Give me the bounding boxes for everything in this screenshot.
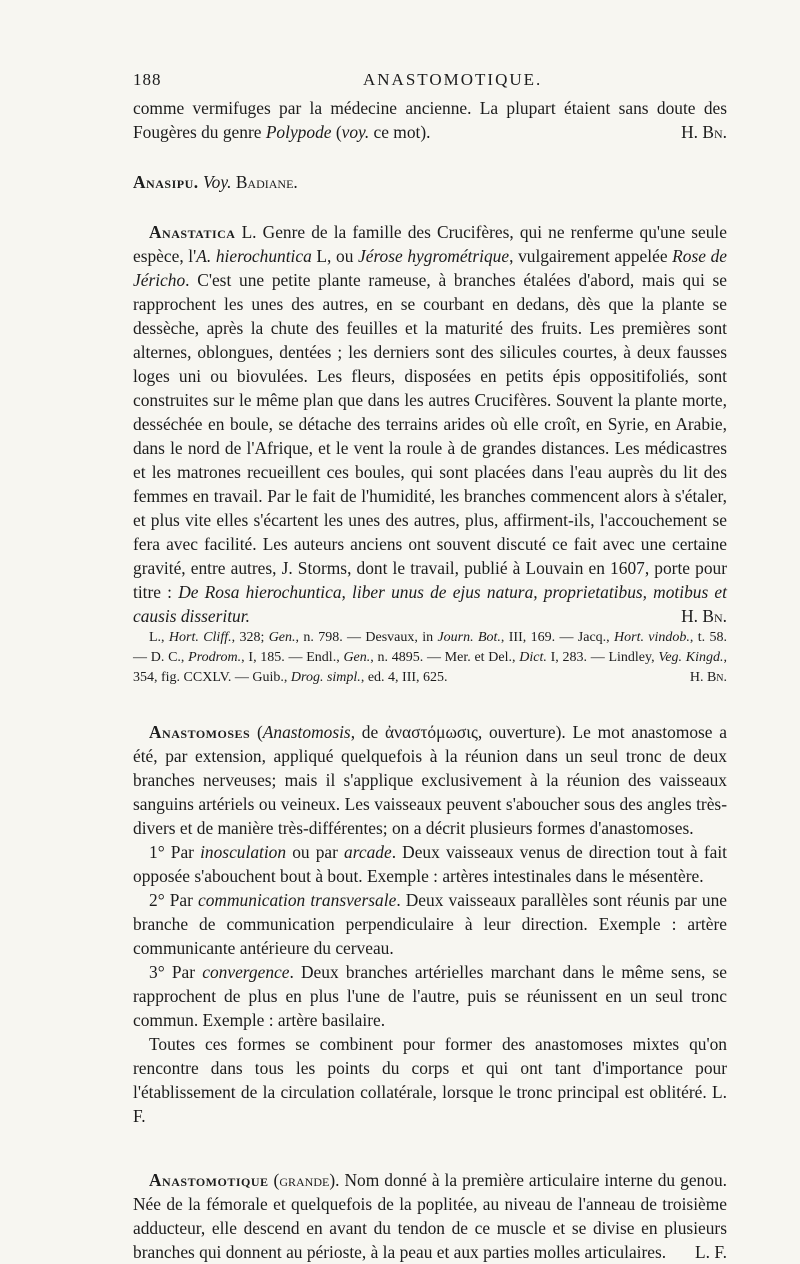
anastomoses-item-2: 2° Par communication transversale. Deux vaisseaux parallèles sont réunis par une branche de communication perpendiculaire à leur direction. Exemple : artère communicante antérieure du cerveau.	[133, 890, 727, 958]
entry-anasipu: Anasipu. Voy. Badiane.	[133, 172, 298, 192]
anastomoses-summary: Toutes ces formes se combinent pour former des anastomoses mixtes qu'on rencontre dans tous les points du corps et qui ont tant d'importance pour l'établissement de la circulation collatérale, lorsque le tronc principal est oblitéré. L. F.	[133, 1034, 727, 1126]
bibliography: L., Hort. Cliff., 328; Gen., n. 798. — Desvaux, in Journ. Bot., III, 169. — Jacq., Hort. vindob., t. 58. — D. C., Prodrom., I, 185. — Endl., Gen., n. 4895. — Mer. et Del., Dict. I, 283. — Lindley, Veg. Kingd., 354, fig. CCXLV. — Guib., Drog. simpl., ed. 4, III, 625. H. Bn.	[133, 628, 727, 688]
author-signature: H. Bn.	[681, 122, 727, 142]
running-title: ANASTOMOTIQUE.	[363, 70, 543, 89]
entry-anastomotique: Anastomotique (grande). Nom donné à la première articulaire interne du genou. Née de la fémorale et quelquefois de la poplitée, au niveau de l'anneau de troisième adducteur, elle descend en avant du tendon de ce muscle et se divise en plusieurs branches qui donnent au périoste, à la peau et aux parties molles articulaires. L. F.	[133, 1170, 727, 1262]
headword: Anastomoses	[149, 722, 251, 742]
author-signature: L. F.	[133, 1082, 727, 1126]
headword: Anasipu.	[133, 172, 199, 192]
author-signature: H. Bn.	[689, 670, 727, 685]
headword: Anastomotique	[149, 1170, 269, 1190]
page-body	[133, 96, 727, 1264]
running-header	[133, 70, 693, 96]
anastomoses-item-1: 1° Par inosculation ou par arcade. Deux vaisseaux venus de direction tout à fait opposée s'abouchent bout à bout. Exemple : artères intestinales dans le mésentère.	[133, 842, 728, 886]
page-number: 188	[133, 70, 162, 89]
headword: Anastatica	[149, 222, 236, 242]
author-signature: L. F.	[695, 1242, 727, 1262]
anastomoses-item-3: 3° Par convergence. Deux branches artérielles marchant dans le même sens, se rapprochent de plus en plus l'une de l'autre, puis se réunissent en un seul tronc commun. Exemple : artère basilaire.	[133, 962, 727, 1030]
entry-anastomoses: Anastomoses (Anastomosis, de ἀναστόμωσις, ouverture). Le mot anastomose a été, par extension, appliqué quelquefois à la réunion dans un seul tronc de deux branches nerveuses; mais il s'applique exclusivement à la réunion des vaisseaux sanguins artériels ou veineux. Les vaisseaux peuvent s'aboucher sous des angles très-divers et de manière très-différentes; on a décrit plusieurs formes d'anastomoses.	[133, 722, 728, 838]
author-signature: H. Bn.	[681, 606, 727, 626]
continuation-paragraph: comme vermifuges par la médecine ancienne. La plupart étaient sans doute des Fougères du genre Polypode (voy. ce mot). H. Bn.	[133, 98, 727, 142]
entry-anastatica: Anastatica L. Genre de la famille des Crucifères, qui ne renferme qu'une seule espèce, l'A. hierochuntica L, ou Jérose hygrométrique, vulgairement appelée Rose de Jéricho. C'est une petite plante rameuse, à branches étalées d'abord, mais qui se rapprochent les unes des autres, en se courbant en dedans, dès que la plante se dessèche, après la chute des feuilles et la maturité des fruits. Les premières sont alternes, oblongues, dentées ; les derniers sont des silicules courtes, à deux fausses loges uni ou biovulées. Les fleurs, disposées en petits épis oppositifoliés, sont construites sur le même plan que dans les autres Crucifères. Souvent la plante morte, desséchée en boule, se détache des terrains arides où elle croît, en Syrie, en Arabie, dans le nord de l'Afrique, et le vent la roule à de grandes distances. Les médicastres et les matrones recueillent ces boules, qui sont placées dans l'eau auprès du lit des femmes en travail. Par le fait de l'humidité, les branches commencent alors à s'étaler, et plus vite elles s'écartent les unes des autres, plus, affirment-ils, l'accouchement se fera avec facilité. Les auteurs anciens ont souvent discuté ce fait avec une certaine gravité, entre autres, J. Storms, dont le travail, publié à Louvain en 1607, porte pour titre : De Rosa hierochuntica, liber unus de ejus natura, proprietatibus, motibus et causis disseritur. H. Bn.	[133, 222, 727, 626]
